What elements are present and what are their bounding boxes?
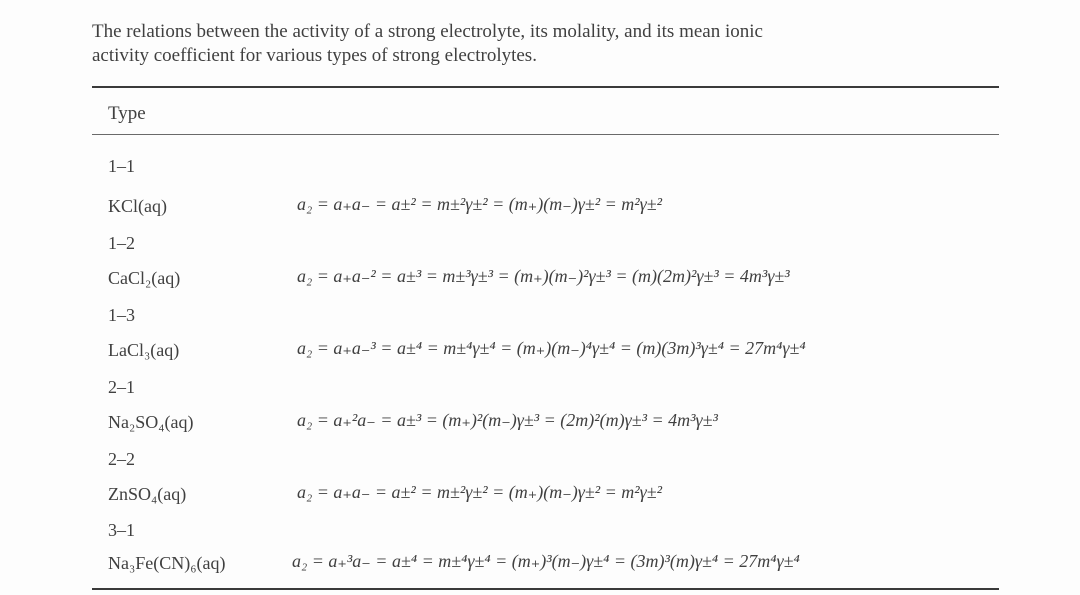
species-label: LaCl₃(aq) — [108, 340, 180, 360]
caption-line-1: The relations between the activity of a strong electrolyte, its molality, and its mean ionic — [92, 21, 763, 42]
activity-relation: a₂ = a₊a₋ = a±² = m±²γ±² = (m₊)(m₋)γ±² = m²γ±² — [297, 482, 663, 502]
activity-relation: a₂ = a₊³a₋ = a±⁴ = m±⁴γ±⁴ = (m₊)³(m₋)γ±⁴ = (3m)³(m)γ±⁴ = 27m⁴γ±⁴ — [292, 551, 800, 571]
type-label: 2–1 — [108, 377, 135, 397]
table-caption — [92, 20, 992, 68]
activity-relation: a₂ = a₊a₋ = a±² = m±²γ±² = (m₊)(m₋)γ±² = m²γ±² — [297, 194, 663, 214]
table-bottom-rule — [92, 588, 999, 590]
type-label: 1–1 — [108, 156, 135, 176]
species-label: CaCl₂(aq) — [108, 268, 181, 288]
activity-relation: a₂ = a₊a₋³ = a±⁴ = m±⁴γ±⁴ = (m₊)(m₋)⁴γ±⁴ = (m)(3m)³γ±⁴ = 27m⁴γ±⁴ — [297, 338, 806, 358]
table-header-rule — [92, 134, 999, 135]
species-label: ZnSO₄(aq) — [108, 484, 187, 504]
species-label: Na₃Fe(CN)₆(aq) — [108, 553, 226, 573]
column-header-type: Type — [108, 103, 146, 124]
table-top-rule — [92, 86, 999, 88]
activity-relation: a₂ = a₊²a₋ = a±³ = (m₊)²(m₋)γ±³ = (2m)²(m)γ±³ = 4m³γ±³ — [297, 410, 718, 430]
species-label: Na₂SO₄(aq) — [108, 412, 194, 432]
type-label: 1–3 — [108, 305, 135, 325]
type-label: 3–1 — [108, 520, 135, 540]
activity-relation: a₂ = a₊a₋² = a±³ = m±³γ±³ = (m₊)(m₋)²γ±³ = (m)(2m)²γ±³ = 4m³γ±³ — [297, 266, 790, 286]
type-label: 1–2 — [108, 233, 135, 253]
caption-line-2: activity coefficient for various types of strong electrolytes. — [92, 45, 537, 66]
type-label: 2–2 — [108, 449, 135, 469]
species-label: KCl(aq) — [108, 196, 167, 216]
